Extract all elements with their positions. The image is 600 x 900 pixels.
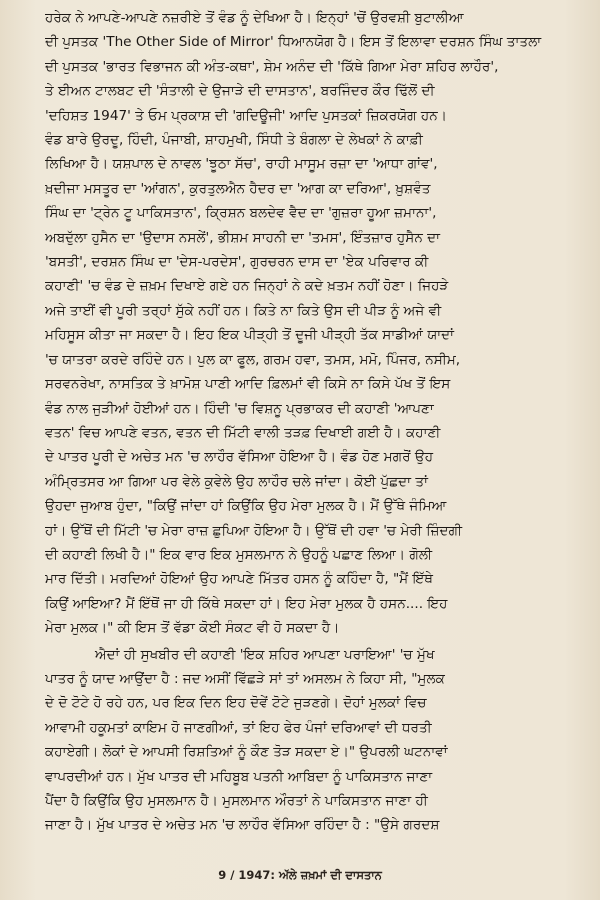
text-line: ਲਿਖਿਆ ਹੈ। ਯਸ਼ਪਾਲ ਦੇ ਨਾਵਲ 'ਝੂਠਾ ਸੱਚ', ਰਾਹੀ ਮਾਸੂਮ ਰਜ਼ਾ ਦਾ 'ਆਧਾ ਗਾਂਵ', (45, 156, 438, 173)
text-line: ਵਾਪਰਦੀਆਂ ਹਨ। ਮੁੱਖ ਪਾਤਰ ਦੀ ਮਹਿਬੂਬ ਪਤਨੀ ਆਬਿਦਾ ਨੂੰ ਪਾਕਿਸਤਾਨ ਜਾਣਾ (45, 768, 433, 785)
paragraph (45, 6, 555, 641)
text-line: ਮਹਿਸੂਸ ਕੀਤਾ ਜਾ ਸਕਦਾ ਹੈ। ਇਹ ਇਕ ਪੀੜ੍ਹੀ ਤੋਂ ਦੂਜੀ ਪੀੜ੍ਹੀ ਤੱਕ ਸਾਡੀਆਂ ਯਾਦਾਂ (45, 327, 455, 344)
text-line: ਕਿਉਂ ਆਇਆ? ਮੈਂ ਇੱਥੋਂ ਜਾ ਹੀ ਕਿੱਥੇ ਸਕਦਾ ਹਾਂ। ਇਹ ਮੇਰਾ ਮੁਲਕ ਹੈ ਹਸਨ.... ਇਹ (45, 595, 448, 612)
text-line: ਜਾਣਾ ਹੈ। ਮੁੱਖ ਪਾਤਰ ਦੇ ਅਚੇਤ ਮਨ 'ਚ ਲਾਹੌਰ ਵੱਸਿਆ ਰਹਿੰਦਾ ਹੈ : "ਉਸੇ ਗਰਦਸ਼ (45, 817, 440, 834)
text-line: 'ਦਹਿਸ਼ਤ 1947' ਤੇ ਓਮ ਪ੍ਰਕਾਸ਼ ਦੀ 'ਗਦਿਊਜੀ' ਆਦਿ ਪੁਸਤਕਾਂ ਜ਼ਿਕਰਯੋਗ ਹਨ। (45, 107, 447, 124)
text-line: ਵੰਡ ਨਾਲ ਜੁੜੀਆਂ ਹੋਈਆਂ ਹਨ। ਹਿੰਦੀ 'ਚ ਵਿਸ਼ਨੂ ਪ੍ਰਭਾਕਰ ਦੀ ਕਹਾਣੀ 'ਆਪਣਾ (45, 400, 434, 417)
text-line: ਅਜੇ ਤਾਈਂ ਵੀ ਪੂਰੀ ਤਰ੍ਹਾਂ ਸੁੱਕੇ ਨਹੀਂ ਹਨ। ਕਿਤੇ ਨਾ ਕਿਤੇ ਉਸ ਦੀ ਪੀੜ ਨੂੰ ਅਜੇ ਵੀ (45, 302, 442, 319)
text-line: 'ਬਸਤੀ', ਦਰਸ਼ਨ ਸਿੰਘ ਦਾ 'ਦੇਸ-ਪਰਦੇਸ', ਗੁਰਚਰਨ ਦਾਸ ਦਾ 'ਏਕ ਪਰਿਵਾਰ ਕੀ (45, 254, 429, 271)
running-title: 1947: ਅੱਲੇ ਜ਼ਖ਼ਮਾਂ ਦੀ ਦਾਸਤਾਨ (238, 868, 382, 882)
text-line: ਕਹਾਣੀ' 'ਚ ਵੰਡ ਦੇ ਜ਼ਖ਼ਮ ਦਿਖਾਏ ਗਏ ਹਨ ਜਿਨ੍ਹਾਂ ਨੇ ਕਦੇ ਖ਼ਤਮ ਨਹੀਂ ਹੋਣਾ। ਜਿਹੜੇ (45, 278, 449, 295)
text-line: ਦੀ ਪੁਸਤਕ 'ਭਾਰਤ ਵਿਭਾਜਨ ਕੀ ਅੰਤ-ਕਥਾ', ਸ਼ੇਮ ਅਨੰਦ ਦੀ 'ਕਿੱਥੇ ਗਿਆ ਮੇਰਾ ਸ਼ਹਿਰ ਲਾਹੌਰ', (45, 58, 499, 75)
text-line: ਵਤਨ' ਵਿਚ ਆਪਣੇ ਵਤਨ, ਵਤਨ ਦੀ ਮਿੱਟੀ ਵਾਲੀ ਤੜਫ਼ ਦਿਖਾਈ ਗਈ ਹੈ। ਕਹਾਣੀ (45, 424, 441, 441)
text-line: ਤੇ ਈਅਨ ਟਾਲਬਟ ਦੀ 'ਸੰਤਾਲੀ ਦੇ ਉਜਾੜੇ ਦੀ ਦਾਸਤਾਨ', ਬਰਜਿੰਦਰ ਕੌਰ ਢਿੱਲੋਂ ਦੀ (45, 83, 435, 100)
page-number: 9 (218, 868, 227, 882)
text-line: ਸਿੰਘ ਦਾ 'ਟ੍ਰੇਨ ਟੂ ਪਾਕਿਸਤਾਨ', ਕ੍ਰਿਸ਼ਨ ਬਲਦੇਵ ਵੈਦ ਦਾ 'ਗੁਜ਼ਰਾ ਹੂਆ ਜ਼ਮਾਨਾ', (45, 205, 437, 222)
text-line: ਕਹਾਏਗੀ। ਲੋਕਾਂ ਦੇ ਆਪਸੀ ਰਿਸ਼ਤਿਆਂ ਨੂੰ ਕੌਣ ਤੋੜ ਸਕਦਾ ਏ।" ਉਪਰਲੀ ਘਟਨਾਵਾਂ (45, 744, 448, 761)
text-line: ਹਾਂ। ਉੱਥੋਂ ਦੀ ਮਿੱਟੀ 'ਚ ਮੇਰਾ ਰਾਜ਼ ਛੁਪਿਆ ਹੋਇਆ ਹੈ। ਉੱਥੋਂ ਦੀ ਹਵਾ 'ਚ ਮੇਰੀ ਜ਼ਿੰਦਗੀ (45, 522, 463, 539)
text-line: ਐਦਾਂ ਹੀ ਸੁਖਬੀਰ ਦੀ ਕਹਾਣੀ 'ਇਕ ਸ਼ਹਿਰ ਆਪਣਾ ਪਰਾਇਆ' 'ਚ ਮੁੱਖ (95, 646, 435, 663)
text-line: ਅਬਦੁੱਲਾ ਹੁਸੈਨ ਦਾ 'ਉਦਾਸ ਨਸਲੇਂ', ਭੀਸ਼ਮ ਸਾਹਨੀ ਦਾ 'ਤਮਸ', ਇੰਤਜ਼ਾਰ ਹੁਸੈਨ ਦਾ (45, 229, 441, 246)
text-line: ਹਰੇਕ ਨੇ ਆਪਣੇ-ਆਪਣੇ ਨਜ਼ਰੀਏ ਤੋਂ ਵੰਡ ਨੂੰ ਦੇਖਿਆ ਹੈ। ਇਨ੍ਹਾਂ 'ਚੋਂ ਉਰਵਸ਼ੀ ਬੁਟਾਲੀਆ (45, 10, 464, 26)
text-line: ਸਰਵਨਰੇਖਾ, ਨਾਸਤਿਕ ਤੇ ਖ਼ਾਮੋਸ਼ ਪਾਣੀ ਆਦਿ ਫ਼ਿਲਮਾਂ ਵੀ ਕਿਸੇ ਨਾ ਕਿਸੇ ਪੱਖ ਤੋਂ ਇਸ (45, 376, 451, 393)
text-line: ਦੀ ਕਹਾਣੀ ਲਿਖੀ ਹੈ।" ਇਕ ਵਾਰ ਇਕ ਮੁਸਲਮਾਨ ਨੇ ਉਹਨੂੰ ਪਛਾਣ ਲਿਆ। ਗੋਲੀ (45, 546, 433, 563)
text-line: ਦੇ ਪਾਤਰ ਪੂਰੀ ਦੇ ਅਚੇਤ ਮਨ 'ਚ ਲਾਹੌਰ ਵੱਸਿਆ ਹੋਇਆ ਹੈ। ਵੰਡ ਹੋਣ ਮਗਰੋਂ ਉਹ (45, 449, 434, 466)
text-line: 'ਚ ਯਾਤਰਾ ਕਰਦੇ ਰਹਿੰਦੇ ਹਨ। ਪੁਲ ਕਾ ਫੂਲ, ਗਰਮ ਹਵਾ, ਤਮਸ, ਮਮੋ, ਪਿੰਜਰ, ਨਸੀਮ, (45, 351, 461, 368)
text-line: ਵੰਡ ਬਾਰੇ ਉਰਦੂ, ਹਿੰਦੀ, ਪੰਜਾਬੀ, ਸ਼ਾਹਮੁਖੀ, ਸਿੰਧੀ ਤੇ ਬੰਗਲਾ ਦੇ ਲੇਖਕਾਂ ਨੇ ਕਾਫ਼ੀ (45, 132, 423, 149)
text-line: ਖ਼ਦੀਜਾ ਮਸਤੂਰ ਦਾ 'ਆਂਗਨ', ਕੁਰਤੁਲਐਨ ਹੈਦਰ ਦਾ 'ਆਗ ਕਾ ਦਰਿਆ', ਖ਼ੁਸ਼ਵੰਤ (45, 180, 431, 197)
text-line: ਪਾਤਰ ਨੂੰ ਯਾਦ ਆਉਂਦਾ ਹੈ : ਜਦ ਅਸੀਂ ਵਿੱਛੜੇ ਸਾਂ ਤਾਂ ਅਸਲਮ ਨੇ ਕਿਹਾ ਸੀ, "ਮੁਲਕ (45, 670, 445, 687)
body-text (45, 6, 555, 838)
text-line: ਪੈਂਦਾ ਹੈ ਕਿਉਂਕਿ ਉਹ ਮੁਸਲਮਾਨ ਹੈ। ਮੁਸਲਮਾਨ ਔਰਤਾਂ ਨੇ ਪਾਕਿਸਤਾਨ ਜਾਣਾ ਹੀ (45, 793, 428, 809)
text-line: ਅੰਮ੍ਰਿਤਸਰ ਆ ਗਿਆ ਪਰ ਵੇਲੇ ਕੁਵੇਲੇ ਉਹ ਲਾਹੌਰ ਚਲੇ ਜਾਂਦਾ। ਕੋਈ ਪੁੱਛਦਾ ਤਾਂ (45, 473, 428, 490)
text-line: ਦੀ ਪੁਸਤਕ 'The Other Side of Mirror' ਧਿਆਨਯੋਗ ਹੈ। ਇਸ ਤੋਂ ਇਲਾਵਾ ਦਰਸ਼ਨ ਸਿੰਘ ਤਾਤਲਾ (45, 34, 542, 51)
footer-separator: / (226, 868, 239, 882)
text-line: ਮੇਰਾ ਮੁਲਕ।" ਕੀ ਇਸ ਤੋਂ ਵੱਡਾ ਕੋਈ ਸੰਕਟ ਵੀ ਹੋ ਸਕਦਾ ਹੈ। (45, 620, 340, 637)
text-line: ਉਹਦਾ ਜੁਆਬ ਹੁੰਦਾ, "ਕਿਉਂ ਜਾਂਦਾ ਹਾਂ ਕਿਉਂਕਿ ਉਹ ਮੇਰਾ ਮੁਲਕ ਹੈ। ਮੈਂ ਉੱਥੇ ਜੰਮਿਆ (45, 498, 447, 515)
page-footer (0, 868, 600, 883)
text-line: ਆਵਾਮੀ ਹਕੂਮਤਾਂ ਕਾਇਮ ਹੋ ਜਾਣਗੀਆਂ, ਤਾਂ ਇਹ ਫੇਰ ਪੰਜਾਂ ਦਰਿਆਵਾਂ ਦੀ ਧਰਤੀ (45, 719, 432, 736)
text-line: ਮਾਰ ਦਿੱਤੀ। ਮਰਦਿਆਂ ਹੋਇਆਂ ਉਹ ਆਪਣੇ ਮਿੱਤਰ ਹਸਨ ਨੂੰ ਕਹਿੰਦਾ ਹੈ, "ਮੈਂ ਇੱਥੇ (45, 571, 433, 588)
paragraph (45, 643, 555, 838)
text-line: ਦੇ ਦੋ ਟੋਟੇ ਹੋ ਰਹੇ ਹਨ, ਪਰ ਇਕ ਦਿਨ ਇਹ ਦੋਵੇਂ ਟੋਟੇ ਜੁੜਣਗੇ। ਦੋਹਾਂ ਮੁਲਕਾਂ ਵਿਚ (45, 695, 427, 712)
